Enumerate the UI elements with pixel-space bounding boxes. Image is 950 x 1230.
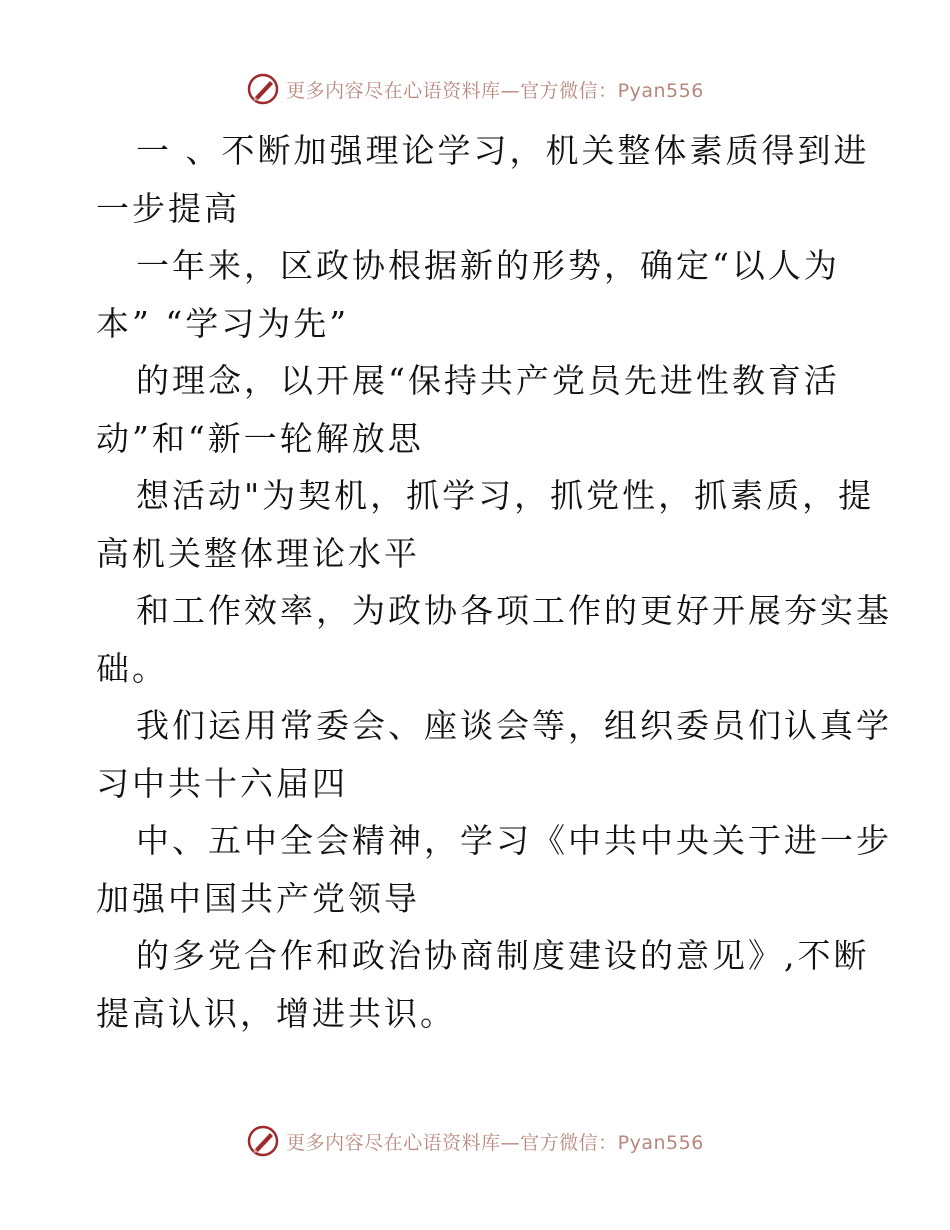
paragraph-line: 一年来，区政协根据新的形势，确定“以人为 (136, 246, 840, 285)
paragraph-line: 一步提高 (96, 188, 240, 228)
paragraph-line: 中、五中全会精神，学习《中共中央关于进一步 (136, 821, 892, 860)
pen-logo-icon (246, 1124, 280, 1158)
header-watermark (0, 72, 950, 106)
paragraph-line: 一 、不断加强理论学习，机关整体素质得到进 (136, 131, 870, 170)
paragraph-line: 我们运用常委会、座谈会等，组织委员们认真学 (136, 706, 892, 745)
paragraph-line: 础。 (96, 648, 168, 688)
paragraph-line: 高机关整体理论水平 (96, 533, 420, 573)
paragraph-line: 本” “学习为先” (96, 303, 350, 343)
paragraph-line: 加强中国共产党领导 (96, 878, 420, 918)
paragraph-line: 的多党合作和政治协商制度建设的意见》,不断 (136, 936, 870, 975)
watermark-text: 更多内容尽在心语资料库—官方微信：Pyan556 (286, 1131, 704, 1154)
paragraph-line: 习中共十六届四 (96, 763, 348, 803)
watermark-text: 更多内容尽在心语资料库—官方微信：Pyan556 (286, 79, 704, 102)
paragraph-line: 提高认识，增进共识。 (96, 993, 456, 1033)
document-body (96, 122, 892, 1042)
footer-watermark (0, 1124, 950, 1158)
paragraph-line: 动”和“新一轮解放思 (96, 418, 424, 458)
paragraph-line: 和工作效率，为政协各项工作的更好开展夯实基 (136, 591, 892, 630)
paragraph-line: 的理念，以开展“保持共产党员先进性教育活 (136, 361, 840, 400)
pen-logo-icon (246, 72, 280, 106)
paragraph-line: 想活动"为契机，抓学习，抓党性，抓素质，提 (136, 476, 875, 515)
